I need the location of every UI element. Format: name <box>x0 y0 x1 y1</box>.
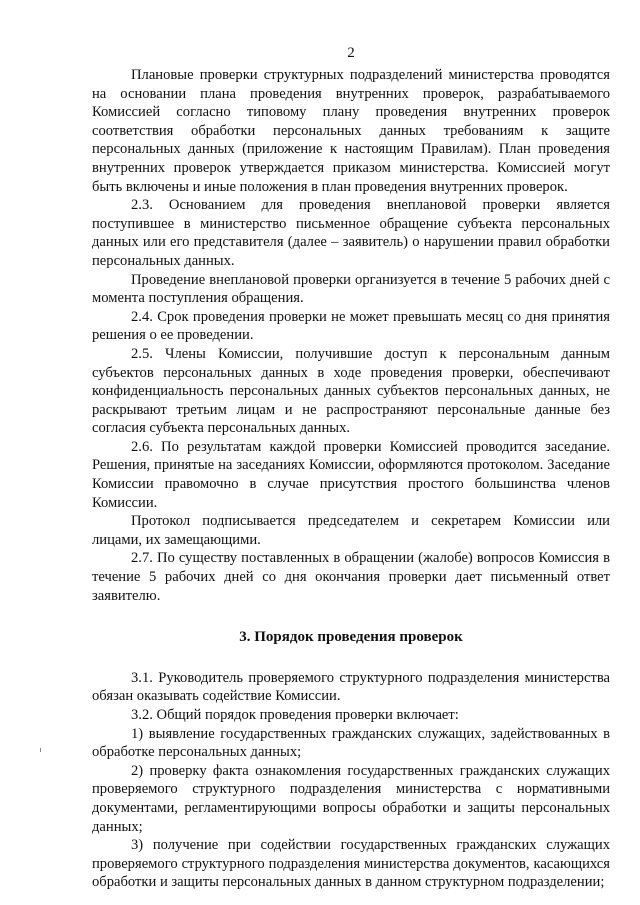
section-3-body <box>92 669 610 892</box>
section-2-body <box>92 66 610 605</box>
paragraph-planned-checks: Плановые проверки структурных подразделений министерства проводятся на основании плана проведения внутренних проверок, разрабатываемого Комиссией согласно типовому плану проведения внутренних проверок соответствия обработки персональных данных требованиям к защите персональных данных (приложение к настоящим Правилам). План проведения внутренних проверок утверждается приказом министерства. Комиссией могут быть включены и иные положения в план проведения внутренних проверок. <box>92 67 610 195</box>
paragraph-2-5: 2.5. Члены Комиссии, получившие доступ к персональным данным субъектов персональных данных в ходе проведения проверки, обеспечивают конфиденциальность персональных данных субъектов персональных данных, не раскрывают третьим лицам и не распространяют персональные данные без согласия субъекта персональных данных. <box>92 345 610 437</box>
paragraph-unplanned-timing: Проведение внеплановой проверки организуется в течение 5 рабочих дней с момента поступления обращения. <box>92 271 610 307</box>
page-number: 2 <box>347 45 355 61</box>
paragraph-3-2: 3.2. Общий порядок проведения проверки включает: <box>131 707 459 723</box>
paragraph-3-1: 3.1. Руководитель проверяемого структурного подразделения министерства обязан оказывать содействие Комиссии. <box>92 669 610 705</box>
paragraph-protocol: Протокол подписывается председателем и секретарем Комиссии или лицами, их замещающими. <box>92 513 610 548</box>
section-heading: 3. Порядок проведения проверок <box>239 629 463 646</box>
paragraph-2-6: 2.6. По результатам каждой проверки Комиссией проводится заседание. Решения, принятые на заседаниях Комиссии, оформляются протоколом. Заседание Комиссии правомочно в случае присутствия простого большинства членов Комиссии. <box>92 438 610 511</box>
paragraph-2-3: 2.3. Основанием для проведения внеплановой проверки является поступившее в министерство письменное обращение субъекта персональных данных или его представителя (далее – заявитель) о нарушении правил обработки персональных данных. <box>92 197 610 269</box>
scan-margin-mark <box>40 748 41 752</box>
list-item-3: 3) получение при содействии государственных гражданских служащих проверяемого структурного подразделения министерства документов, касающихся обработки и защиты персональных данных в данном структурном подразделении; <box>92 837 610 891</box>
paragraph-2-4: 2.4. Срок проведения проверки не может превышать месяц со дня принятия решения о ее проведении. <box>92 308 610 344</box>
list-item-1: 1) выявление государственных гражданских служащих, задействованных в обработке персональных данных; <box>92 725 610 761</box>
list-item-2: 2) проверку факта ознакомления государственных гражданских служащих проверяемого структурного подразделения министерства с нормативными документами, регламентирующими вопросы обработки и защиты персональных данных; <box>92 762 610 835</box>
paragraph-2-7: 2.7. По существу поставленных в обращении (жалобе) вопросов Комиссия в течение 5 рабочих дней со дня окончания проверки дает письменный ответ заявителю. <box>92 550 610 604</box>
